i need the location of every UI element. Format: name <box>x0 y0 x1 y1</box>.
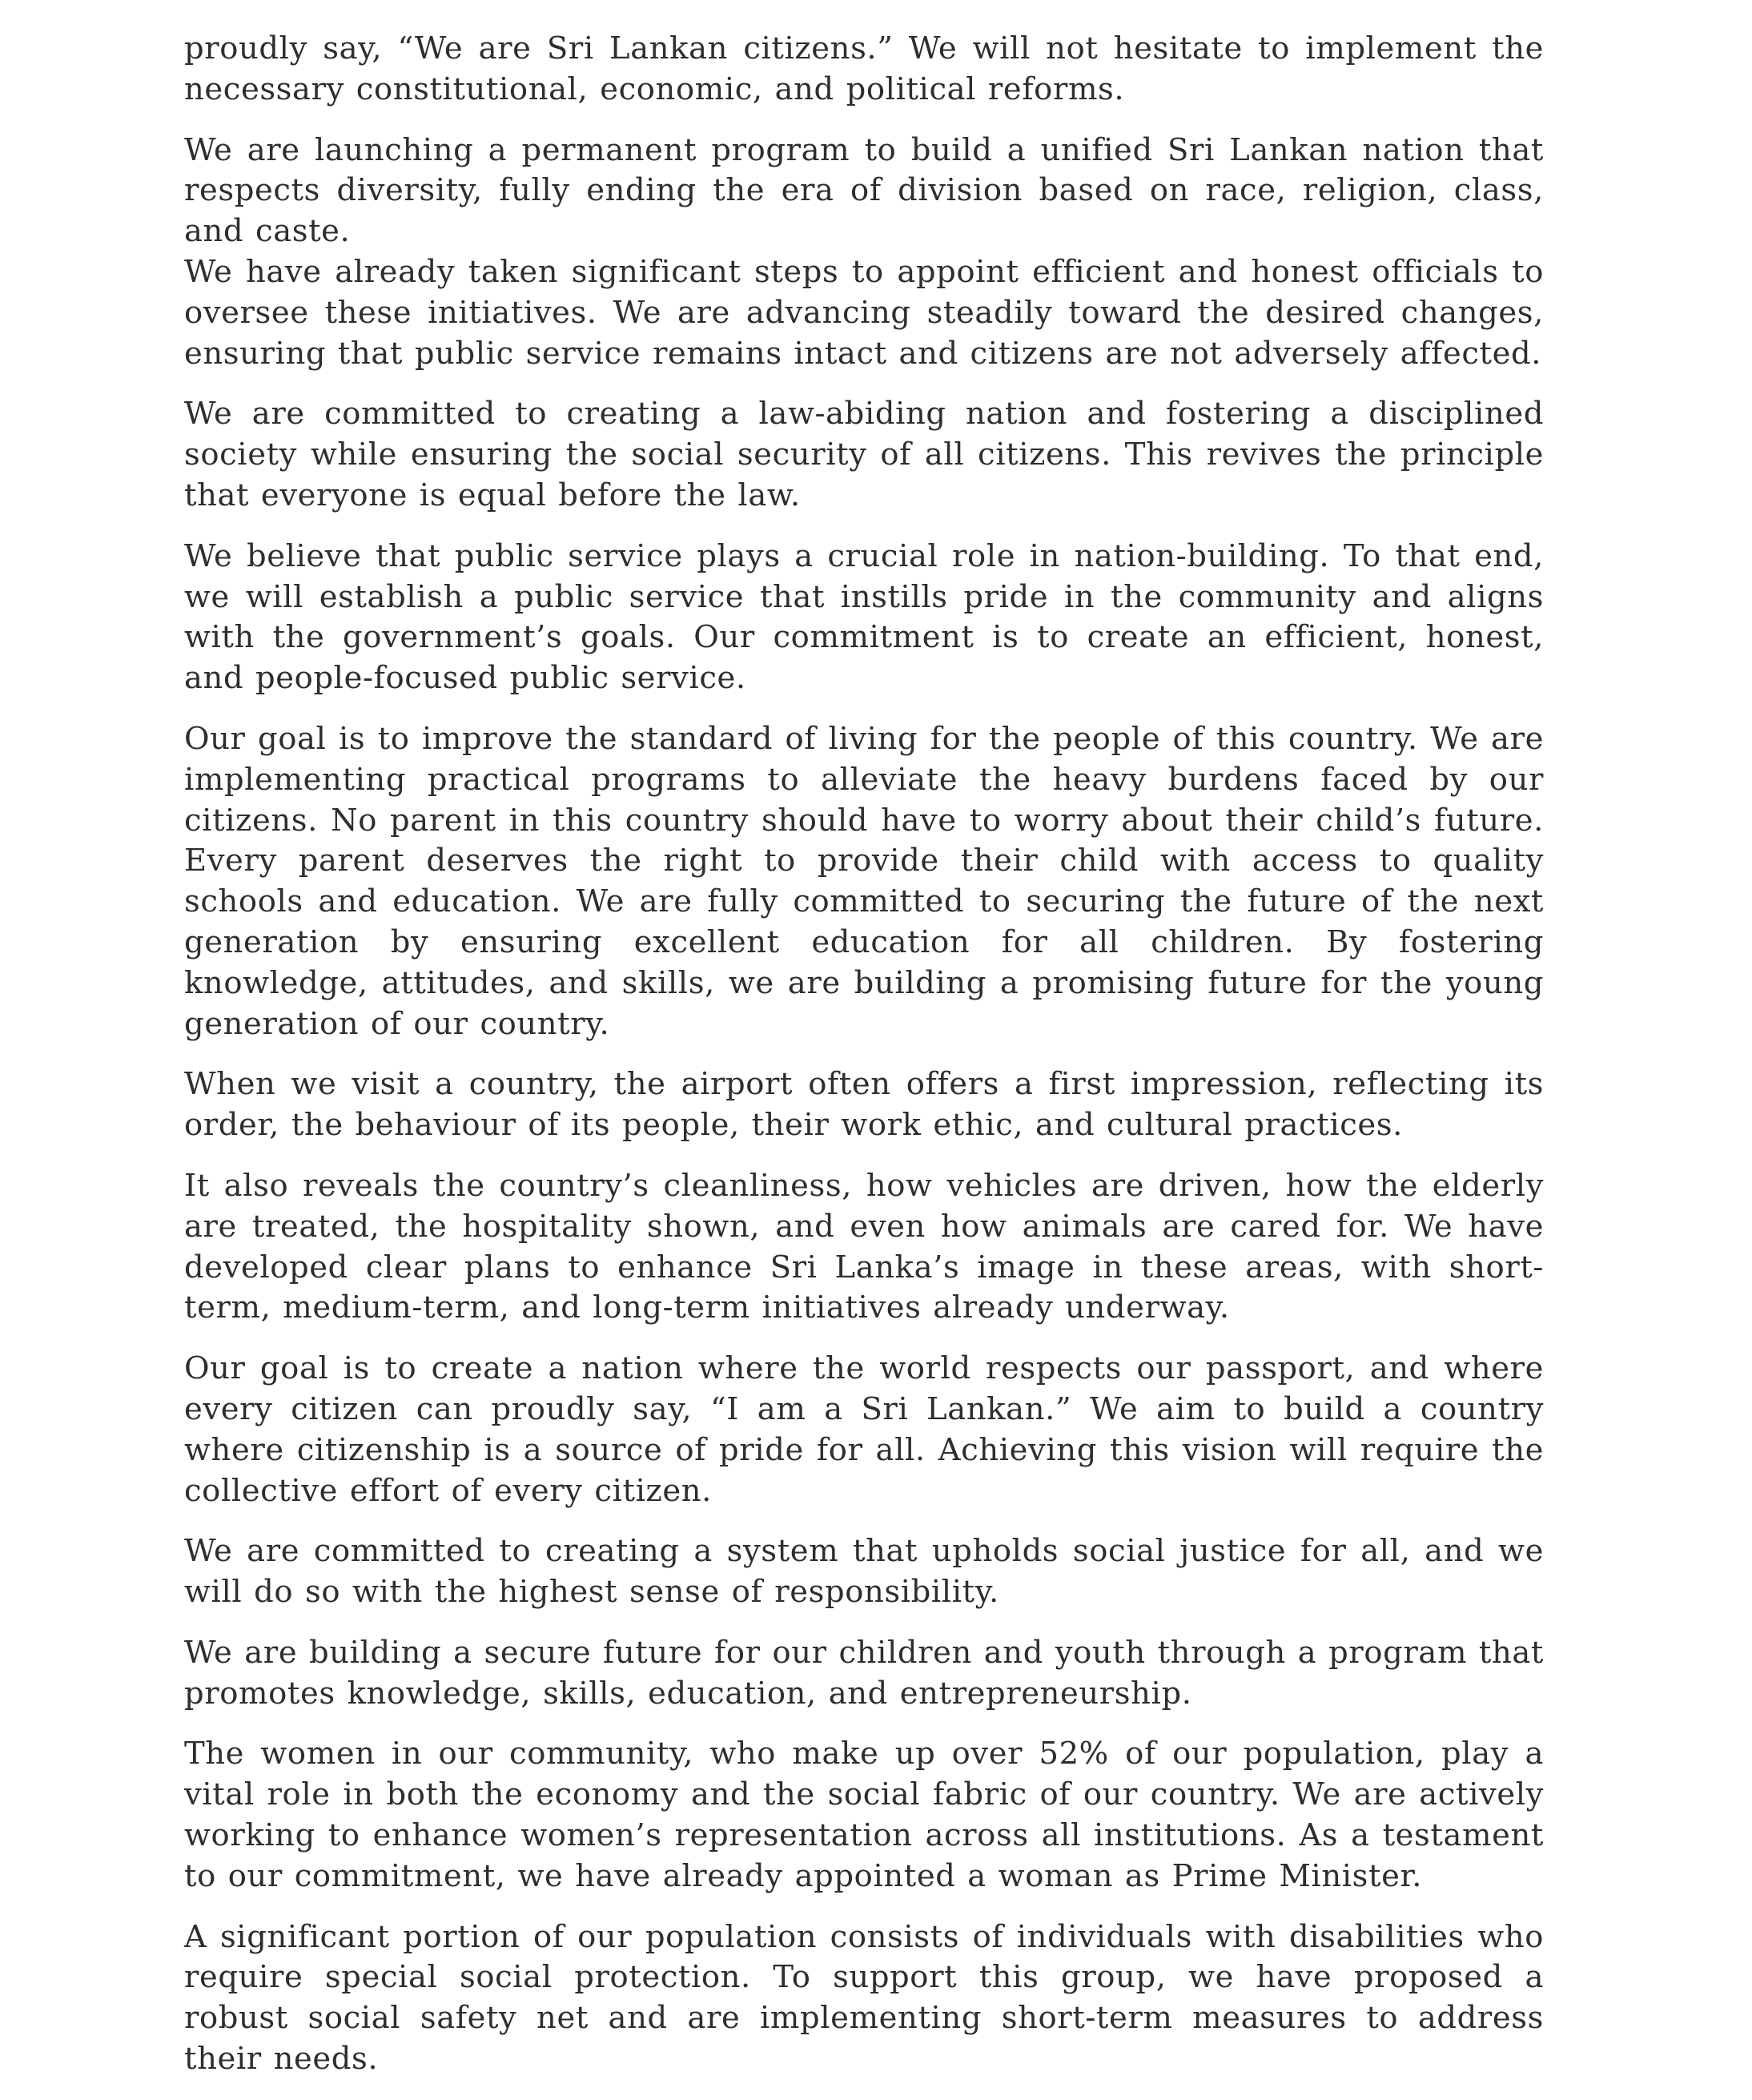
paragraph-women-representation: The women in our community, who make up over 52% of our population, play a vital role in both the economy and the social fabric of our country. We are actively working to enhance women’s representation across all institutions. As a testament to our commitment, we have already appointed a woman as Prime Minister. <box>184 1736 1544 1894</box>
paragraph-children-youth: We are building a secure future for our children and youth through a program that promotes knowledge, skills, education, and entrepreneurship. <box>184 1634 1544 1712</box>
paragraph-disabilities: A significant portion of our population consists of individuals with disabilities who require special social protection. To support this group, we have proposed a robust social safety net and are implementing short-term measures to address their needs. <box>184 1918 1544 2078</box>
paragraph-unified-nation: We are launching a permanent program to build a unified Sri Lankan nation that respects diversity, fully ending the era of division based on race, religion, class, and caste. <box>184 131 1544 250</box>
paragraph-social-justice: We are committed to creating a system that upholds social justice for all, and we will do so with the highest sense of responsibility. <box>184 1533 1544 1611</box>
paragraph-passport-pride: Our goal is to create a nation where the world respects our passport, and where every citizen can proudly say, “I am a Sri Lankan.” We aim to build a country where citizenship is a source of pride for all. Achieving this vision will require the collective effort of every citizen. <box>184 1350 1544 1509</box>
paragraph-officials: We have already taken significant steps to appoint efficient and honest officials to oversee these initiatives. We are advancing steadily toward the desired changes, ensuring that public service remains intact and citizens are not adversely affected. <box>184 253 1544 372</box>
paragraph-law-abiding: We are committed to creating a law-abiding nation and fostering a disciplined society while ensuring the social security of all citizens. This revives the principle that everyone is equal before the law. <box>184 396 1544 513</box>
paragraph-reforms: proudly say, “We are Sri Lankan citizens.” We will not hesitate to implement the necessary constitutional, economic, and political reforms. <box>184 30 1544 107</box>
paragraph-airport-impression: When we visit a country, the airport often offers a first impression, reflecting its order, the behaviour of its people, their work ethic, and cultural practices. <box>184 1066 1544 1144</box>
document-page <box>184 29 1544 2100</box>
paragraph-public-service: We believe that public service plays a crucial role in nation-building. To that end, we will establish a public service that instills pride in the community and aligns with the government’s goals. Our commitment is to create an efficient, honest, and people-focused public service. <box>184 537 1544 697</box>
paragraph-country-image: It also reveals the country’s cleanliness, how vehicles are driven, how the elderly are treated, the hospitality shown, and even how animals are cared for. We have developed clear plans to enhance Sri Lanka’s image in these areas, with short-term, medium-term, and long-term initiatives already underway. <box>184 1167 1544 1326</box>
paragraph-standard-of-living: Our goal is to improve the standard of living for the people of this country. We are implementing practical programs to alleviate the heavy burdens faced by our citizens. No parent in this country should have to worry about their child’s future. Every parent deserves the right to provide their child with access to quality schools and education. We are fully committed to securing the future of the next generation by ensuring excellent education for all children. By fostering knowledge, attitudes, and skills, we are building a promising future for the young generation of our country. <box>184 720 1544 1042</box>
